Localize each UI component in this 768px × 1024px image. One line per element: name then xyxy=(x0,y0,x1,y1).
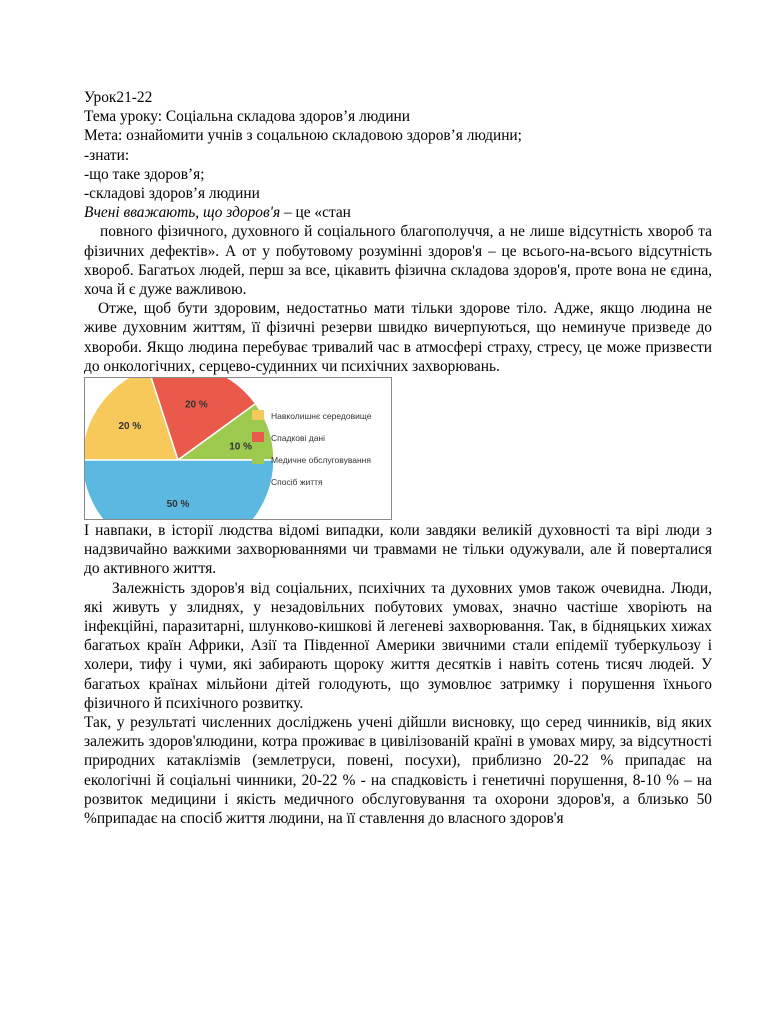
know-item-2: -складові здоров’я людини xyxy=(84,185,260,203)
legend-label-3: Медичне обслуговування xyxy=(271,455,371,466)
legend-swatch-3 xyxy=(252,454,264,464)
pie-slice-label-4: 50 % xyxy=(166,499,190,511)
paragraph-3: І навпаки, в історії людства відомі випадки, коли завдяки великій духовності та вірі люди з надзвичайно важкими захворюваннями чи травмами не тільки одужували, але й поверталися до активного життя. xyxy=(84,522,712,578)
intro-italic: Вчені вважають, що здоров'я xyxy=(84,204,281,222)
legend-swatch-1 xyxy=(252,410,264,420)
lesson-topic: Тема уроку: Соціальна складова здоров’я людини xyxy=(84,108,411,126)
legend-label-2: Спадкові дані xyxy=(271,433,326,444)
legend-label-1: Навколишнє середовище xyxy=(271,411,372,422)
lesson-number: Урок21-22 xyxy=(84,89,153,106)
paragraph-5: Так, у результаті численних досліджень учені дійшли висновку, що серед чинників, від яких залежить здоров'ялюдини, котра проживає в цивілізованій країні в умовах миру, за відсутності природних катаклізмів (землетруси, повені, посухи), приблизно 20-22 % припадає на екологічні й соціальні чинники, 20-22 % - на спадковість і генетичні порушення, 8-10 % – на розвиток медицини і якість медичного обслуговування та охорони здоров'я, а близько 50 %припадає на спосіб життя людини, на її ставлення до власного здоров'я xyxy=(84,714,712,828)
pie-slice-label-3: 10 % xyxy=(229,441,253,453)
legend-swatch-4 xyxy=(252,476,264,486)
pie-slice-label-1: 20 % xyxy=(118,421,142,433)
paragraph-1: повного фізичного, духовного й соціального благополуччя, а не лише відсутність хвороб та фізичних дефектів». А от у побутовому розумінні здоров'я – це всього-на-всього відсутність хвороб. Багатьох людей, перш за все, цікавить фізична складова здоров'я, проте вона не єдина, хоча й є дуже важливою. xyxy=(84,223,712,299)
lesson-goal: Мета: ознайомити учнів з соцальною складовою здоров’я людини; xyxy=(84,127,522,145)
know-item-1: -що таке здоров’я; xyxy=(84,165,205,183)
know-heading: -знати: xyxy=(84,146,130,164)
legend-swatch-2 xyxy=(252,432,264,442)
paragraph-intro-line xyxy=(84,203,712,222)
paragraph-4: Залежність здоров'я від соціальних, психічних та духовних умов також очевидна. Люди, які живуть у злиднях, у незадовільних побутових умовах, значно частіше хворіють на інфекційні, паразитарні, шлунково-кишкові й легеневі захворювання. Так, в бідняцьких хижах багатьох країн Африки, Азії та Південної Америки звичними стали епідемії туберкульозу і холери, тифу і чуми, які забирають щороку життя десятків і навіть сотень тисяч людей. У багатьох країнах мільйони дітей голодують, що зумовлює затримку і порушення їхнього фізичного й психічного розвитку. xyxy=(84,579,712,712)
intro-tail: – це «стан xyxy=(280,204,351,222)
document-body xyxy=(84,88,712,828)
pie-chart-svg xyxy=(85,378,391,519)
legend-label-4: Спосіб життя xyxy=(271,477,323,488)
pie-chart xyxy=(84,377,392,520)
pie-slice-label-2: 20 % xyxy=(184,399,208,411)
paragraph-2: Отже, щоб бути здоровим, недостатньо мати тільки здорове тіло. Адже, якщо людина не живе духовним життям, її фізичні резерви швидко вичерпуються, що неминуче призведе до хвороби. Якщо людина перебуває тривалий час в атмосфері страху, стресу, це може призвести до онкологічних, серцево-судинних чи психічних захворювань. xyxy=(84,300,712,375)
